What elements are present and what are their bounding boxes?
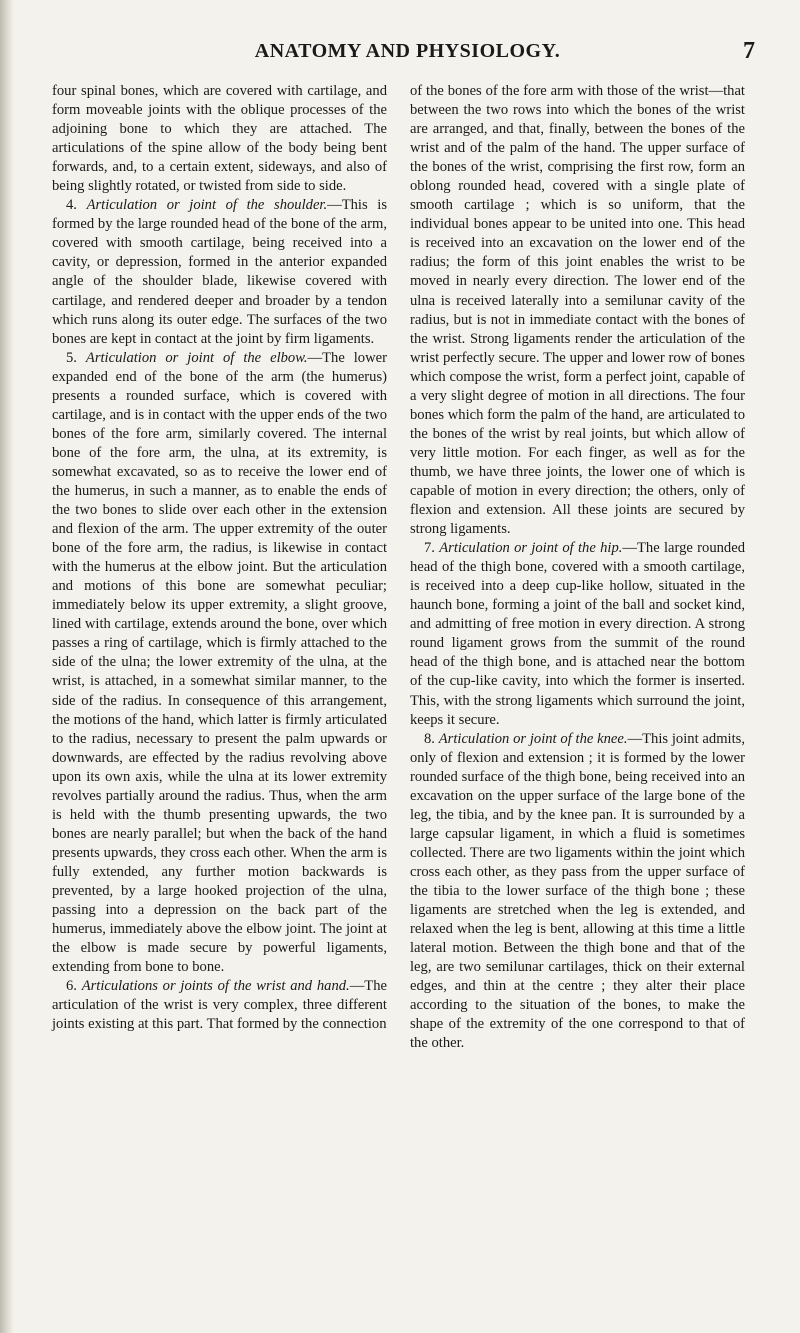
page-header	[60, 40, 755, 80]
running-head: ANATOMY AND PHYSIOLOGY.	[254, 40, 561, 62]
paragraph-text: of the bones of the fore arm with those of the wrist—that between the two rows into which the bones of the wrist are arranged, and that, finally, between the bones of the wrist and of the palm of the hand. The upper surface of the bones of the wrist, comprising the first row, form an oblong rounded head, covered with a single plate of smooth cartilage ; which is so uniform, that the individual bones appear to be united into one. This head is received into an excavation on the lower end of the radius; the form of this joint enables the wrist to be moved in nearly every direction. The lower end of the ulna is received laterally into a semilunar cavity of the radius, but is not in immediate contact with the bones of the wrist. Strong ligaments render the articulation of the wrist perfectly secure. The upper and lower row of bones which compose the wrist, form a perfect joint, capable of a very slight degree of motion in all directions. The four bones which form the palm of the hand, are articulated to the bones of the wrist by real joints, but which allow of very little motion. For each finger, as well as for the thumb, we have three joints, the lower one of which is capable of motion in every direction; the others, only of flexion and extension. All these joints are secured by strong ligaments.	[410, 83, 745, 538]
section-text: —The lower expanded end of the bone of the arm (the humerus) presents a rounded surface, which is covered with cartilage, and is in contact with the upper ends of the two bones of the fore arm, similarly covered. The internal bone of the fore arm, the ulna, at its extremity, is somewhat excavated, so as to receive the lower end of the humerus, in such a manner, as to enable the ends of the two bones to slide over each other in the extension and flexion of the arm. The upper extremity of the outer bone of the fore arm, the radius, is likewise in contact with the humerus at the elbow joint. But the articulation and motions of this bone are somewhat peculiar; immediately below its upper extremity, a slight groove, lined with cartilage, extends around the bone, over which passes a ring of cartilage, which is firmly attached to the side of the ulna; the lower extremity of the ulna, at the wrist, is attached, in a somewhat similar manner, to the side of the radius. In consequence of this arrangement, the motions of the hand, which latter is firmly articulated to the radius, necessary to present the palm upwards or downwards, are effected by the radius revolving above upon its own axis, while the ulna at its lower extremity revolves partially around the radius. Thus, when the arm is held with the thumb presenting upwards, the two bones are nearly parallel; but when the back of the hand presents upwards, they cross each other. When the arm is fully extended, any further motion backwards is prevented, by a large hooked projection of the ulna, passing into a depression on the back part of the humerus, immediately above the elbow joint. The joint at the elbow is made secure by powerful ligaments, extending from bone to bone.	[52, 349, 387, 976]
section-wrist-hand	[52, 977, 387, 1034]
section-title: Articulation or joint of the hip.	[439, 540, 623, 557]
section-text: —The large rounded head of the thigh bone, covered with a smooth cartilage, is received into a deep cup-like hollow, situated in the haunch bone, forming a joint of the ball and socket kind, and admitting of free motion in every direction. A strong round ligament grows from the summit of the round head of the thigh bone, and is attached near the bottom of the cup-like cavity, into which the former is inserted. This, with the strong ligaments which surround the joint, keeps it secure.	[410, 540, 745, 728]
section-hip	[410, 539, 745, 729]
section-number: 5.	[66, 349, 77, 366]
paragraph-continued	[52, 82, 387, 196]
section-number: 6.	[66, 978, 77, 995]
section-number: 7.	[424, 540, 435, 557]
section-text: —This is formed by the large rounded head of the bone of the arm, covered with smooth cartilage, being received into a cavity, or depression, formed in the anterior expanded angle of the shoulder blade, likewise covered with cartilage, and rendered deeper and broader by a tendon which runs along its outer edge. The surfaces of the two bones are kept in contact at the joint by firm ligaments.	[52, 197, 387, 347]
section-number: 8.	[424, 730, 435, 747]
section-number: 4.	[66, 197, 77, 214]
section-shoulder	[52, 196, 387, 348]
section-title: Articulation or joint of the shoulder.	[86, 197, 328, 214]
section-title: Articulation or joint of the elbow.	[85, 349, 308, 366]
section-text: —The articulation of the wrist is very complex, three different joints existing at this part. That formed by the connection	[52, 978, 387, 1033]
section-elbow	[52, 349, 387, 978]
right-column	[410, 82, 745, 1053]
section-title: Articulation or joint of the knee.	[438, 730, 628, 747]
gutter-shadow	[0, 0, 14, 1333]
section-knee	[410, 730, 745, 1054]
section-text: —This joint admits, only of flexion and extension ; it is formed by the lower rounded surface of the thigh bone, being received into an excavation on the upper surface of the large bone of the leg, the tibia, and by the knee pan. It is surrounded by a large capsular ligament, in which a fluid is sometimes collected. There are two ligaments within the joint which cross each other, as they pass from the upper surface of the tibia to the lower surface of the thigh bone ; these ligaments are stretched when the leg is extended, and relaxed when the leg is bent, allowing at this time a little lateral motion. Between the thigh bone and that of the leg, are two semilunar cartilages, thick on their external edges, and thin at the centre ; they alter their place according to the situation of the bones, to make the shape of the extremity of the one correspond to that of the other.	[410, 730, 745, 1052]
left-column	[52, 82, 387, 1034]
paragraph-text: four spinal bones, which are covered with cartilage, and form moveable joints with the oblique processes of the adjoining bone to which they are attached. The articulations of the spine allow of the body being bent forwards, and, to a certain extent, sideways, and also of being slightly rotated, or twisted from side to side.	[52, 83, 387, 195]
page-number: 7	[743, 38, 755, 64]
paragraph-continued	[410, 82, 745, 539]
section-title: Articulations or joints of the wrist and hand.	[81, 978, 350, 995]
